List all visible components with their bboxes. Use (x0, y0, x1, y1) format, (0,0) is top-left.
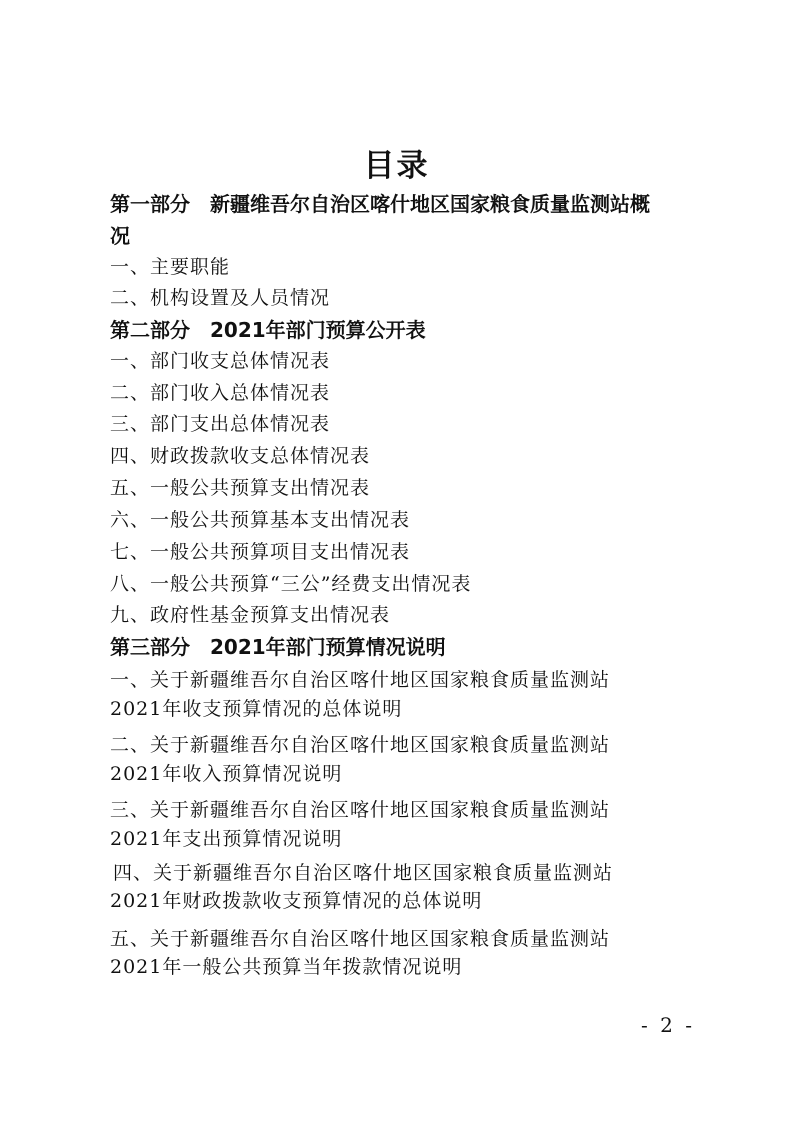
toc-item-continued: 2021年支出预算情况说明 (110, 828, 343, 850)
toc-item: 六、一般公共预算基本支出情况表 (110, 509, 411, 531)
toc-item: 一、主要职能 (110, 256, 231, 278)
part2-heading: 第二部分 2021年部门预算公开表 (110, 318, 426, 342)
page-title: 目录 (363, 148, 430, 184)
part3-heading: 第三部分 2021年部门预算情况说明 (110, 635, 446, 659)
toc-item: 一、关于新疆维吾尔自治区喀什地区国家粮食质量监测站 (110, 669, 611, 691)
toc-item: 一、部门收支总体情况表 (110, 350, 331, 372)
toc-item-continued: 2021年收支预算情况的总体说明 (110, 698, 403, 720)
toc-item: 二、部门收入总体情况表 (110, 382, 331, 404)
part1-heading-continued: 况 (110, 224, 130, 248)
part1-heading: 第一部分 新疆维吾尔自治区喀什地区国家粮食质量监测站概 (110, 192, 650, 216)
toc-item: 二、机构设置及人员情况 (110, 287, 331, 309)
toc-item: 三、关于新疆维吾尔自治区喀什地区国家粮食质量监测站 (110, 799, 611, 821)
toc-item: 五、一般公共预算支出情况表 (110, 477, 371, 499)
page-number: - 2 - (641, 1013, 695, 1037)
toc-item-continued: 2021年财政拨款收支预算情况的总体说明 (110, 890, 483, 912)
toc-item: 八、一般公共预算“三公”经费支出情况表 (110, 573, 472, 595)
toc-item: 七、一般公共预算项目支出情况表 (110, 541, 411, 563)
toc-item: 九、政府性基金预算支出情况表 (110, 604, 391, 626)
toc-item: 五、关于新疆维吾尔自治区喀什地区国家粮食质量监测站 (110, 928, 611, 950)
toc-item-continued: 2021年一般公共预算当年拨款情况说明 (110, 956, 463, 978)
toc-item-continued: 2021年收入预算情况说明 (110, 763, 343, 785)
toc-item: 四、财政拨款收支总体情况表 (110, 445, 371, 467)
toc-item: 二、关于新疆维吾尔自治区喀什地区国家粮食质量监测站 (110, 734, 611, 756)
toc-item: 四、关于新疆维吾尔自治区喀什地区国家粮食质量监测站 (113, 862, 614, 884)
toc-item: 三、部门支出总体情况表 (110, 413, 331, 435)
